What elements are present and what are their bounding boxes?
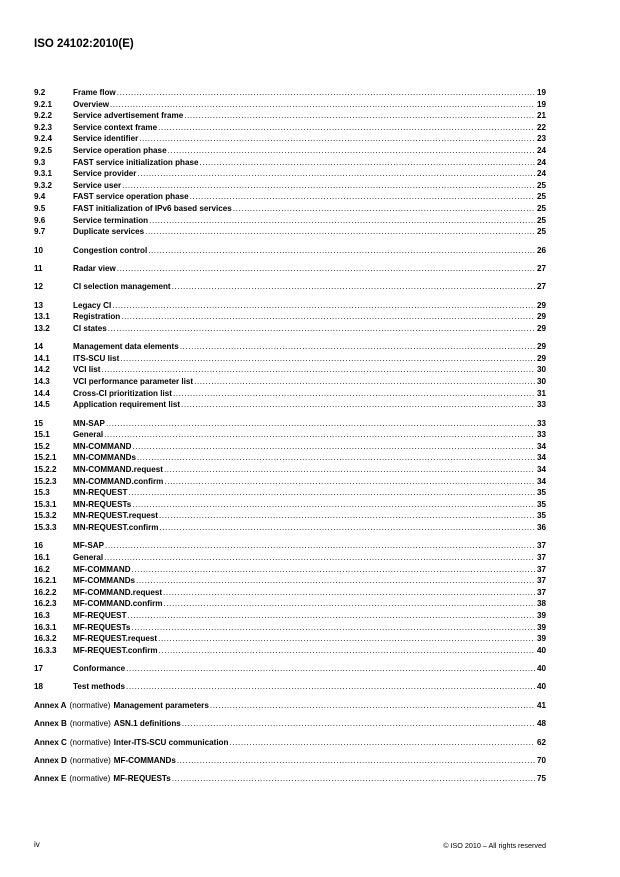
toc-entry-number: 16.2 [34, 564, 50, 574]
toc-entry-page: 25 [536, 215, 546, 225]
toc-entry-page: 25 [536, 180, 546, 190]
toc-leader-dots [105, 540, 535, 552]
toc-entry-number: 14 [34, 342, 44, 352]
copyright-notice: © ISO 2010 – All rights reserved [443, 841, 546, 850]
toc-entry-title: Legacy CI [73, 300, 112, 310]
toc-entry[interactable] [34, 133, 546, 145]
toc-entry-number: 16.3.3 [34, 645, 57, 655]
toc-entry-title: General [73, 552, 104, 562]
toc-entry-page: 35 [536, 499, 546, 509]
toc-entry-page: 40 [536, 664, 546, 674]
toc-entry-title: MN-COMMAND.confirm [73, 476, 164, 486]
toc-entry-title: CI states [73, 323, 107, 333]
toc-entry-page: 34 [536, 441, 546, 451]
toc-leader-dots [149, 215, 535, 227]
toc-entry-title: Cross-CI prioritization list [73, 388, 172, 398]
toc-entry-number: 14.3 [34, 377, 50, 387]
annex-label: Annex B [34, 719, 67, 729]
annex-title: Management parameters [113, 700, 209, 710]
toc-entry-page: 29 [536, 342, 546, 352]
toc-leader-dots [158, 633, 535, 645]
toc-leader-dots [164, 476, 535, 488]
annex-label: Annex E [34, 774, 67, 784]
toc-leader-dots [182, 718, 535, 730]
toc-leader-dots [122, 180, 535, 192]
annex-title: MF-COMMANDs [113, 756, 176, 766]
toc-entry-number: 16.3 [34, 610, 50, 620]
toc-entry-page: 37 [536, 587, 546, 597]
toc-entry-title: Application requirement list [73, 400, 181, 410]
toc-leader-dots [159, 510, 535, 522]
toc-entry-number: 15.3.1 [34, 499, 57, 509]
toc-entry-number: 18 [34, 682, 44, 692]
toc-entry-number: 16 [34, 541, 44, 551]
toc-entry-page: 35 [536, 488, 546, 498]
toc-entry[interactable] [34, 418, 546, 430]
toc-entry-page: 19 [536, 99, 546, 109]
toc-entry-number: 12 [34, 282, 44, 292]
toc-entry[interactable] [34, 191, 546, 203]
annex-title: Inter-ITS-SCU communication [113, 737, 229, 747]
toc-entry-title: MN-REQUEST.confirm [73, 522, 159, 532]
toc-entry[interactable] [34, 376, 546, 388]
annex-type: (normative) [69, 737, 111, 747]
toc-leader-dots [163, 587, 535, 599]
toc-entry-page: 25 [536, 227, 546, 237]
toc-entry-title: Management data elements [73, 342, 179, 352]
toc-leader-dots [106, 418, 535, 430]
toc-entry-number: 9.3 [34, 157, 46, 167]
toc-entry-title: MF-COMMAND.request [73, 587, 163, 597]
toc-leader-dots [180, 341, 535, 353]
toc-entry[interactable] [34, 364, 546, 376]
toc-entry[interactable] [34, 226, 546, 238]
toc-entry-title: MF-COMMAND [73, 564, 131, 574]
toc-leader-dots [112, 300, 535, 312]
toc-entry[interactable] [34, 168, 546, 180]
toc-entry-page: 36 [536, 522, 546, 532]
toc-entry-page: 37 [536, 564, 546, 574]
toc-leader-dots [137, 452, 535, 464]
toc-entry-title: VCI performance parameter list [73, 377, 194, 387]
toc-entry[interactable] [34, 522, 546, 534]
toc-entry[interactable] [34, 452, 546, 464]
toc-entry-number: 9.2.3 [34, 122, 53, 132]
toc-entry-number: 16.1 [34, 552, 50, 562]
toc-leader-dots [121, 311, 535, 323]
table-of-contents [34, 87, 546, 785]
toc-annex-entry[interactable] [34, 755, 546, 767]
toc-entry-title: MF-REQUEST.confirm [73, 645, 158, 655]
toc-entry[interactable] [34, 245, 546, 257]
toc-entry-number: 14.1 [34, 353, 50, 363]
toc-entry-page: 29 [536, 312, 546, 322]
toc-entry[interactable] [34, 203, 546, 215]
toc-entry-page: 25 [536, 192, 546, 202]
toc-entry-title: Service operation phase [73, 145, 167, 155]
toc-entry[interactable] [34, 681, 546, 693]
toc-entry-title: MN-COMMAND [73, 441, 132, 451]
toc-entry-number: 14.2 [34, 365, 50, 375]
toc-entry[interactable] [34, 663, 546, 675]
toc-leader-dots [145, 226, 535, 238]
annex-page: 70 [536, 756, 546, 766]
toc-annex-entry[interactable] [34, 700, 546, 712]
toc-entry[interactable] [34, 99, 546, 111]
toc-entry[interactable] [34, 353, 546, 365]
toc-entry-title: Registration [73, 312, 121, 322]
toc-entry-page: 39 [536, 610, 546, 620]
toc-entry-page: 37 [536, 576, 546, 586]
toc-entry-number: 9.2.2 [34, 111, 53, 121]
annex-type: (normative) [69, 700, 111, 710]
toc-entry-page: 30 [536, 377, 546, 387]
toc-entry-title: MF-REQUEST.request [73, 634, 158, 644]
toc-entry-number: 13.2 [34, 323, 50, 333]
toc-entry[interactable] [34, 122, 546, 134]
toc-entry-title: Service context frame [73, 122, 158, 132]
toc-leader-dots [128, 487, 535, 499]
toc-entry-page: 39 [536, 634, 546, 644]
toc-leader-dots [159, 645, 535, 657]
toc-entry-number: 9.2.5 [34, 145, 53, 155]
toc-entry[interactable] [34, 87, 546, 99]
toc-entry-page: 24 [536, 145, 546, 155]
toc-entry[interactable] [34, 311, 546, 323]
toc-entry-page: 39 [536, 622, 546, 632]
toc-entry[interactable] [34, 388, 546, 400]
toc-entry-title: MF-REQUEST [73, 610, 127, 620]
annex-label: Annex C [34, 737, 67, 747]
toc-entry-page: 24 [536, 169, 546, 179]
toc-leader-dots [104, 552, 535, 564]
toc-entry[interactable] [34, 323, 546, 335]
toc-entry[interactable] [34, 110, 546, 122]
toc-entry-page: 19 [536, 88, 546, 97]
toc-leader-dots [200, 157, 536, 169]
toc-leader-dots [158, 122, 535, 134]
toc-entry-title: Service user [73, 180, 122, 190]
toc-leader-dots [110, 99, 535, 111]
toc-entry-number: 9.3.1 [34, 169, 53, 179]
toc-leader-dots [148, 245, 535, 257]
toc-entry[interactable] [34, 645, 546, 657]
toc-entry-title: Congestion control [73, 245, 148, 255]
toc-entry-number: 11 [34, 263, 43, 273]
toc-entry-page: 21 [536, 111, 546, 121]
toc-leader-dots [126, 663, 535, 675]
toc-entry-page: 30 [536, 365, 546, 375]
toc-entry-title: MN-REQUESTs [73, 499, 132, 509]
toc-leader-dots [190, 191, 535, 203]
toc-entry-title: VCI list [73, 365, 101, 375]
toc-leader-dots [163, 598, 535, 610]
toc-leader-dots [229, 737, 535, 749]
toc-entry-title: MF-SAP [73, 541, 105, 551]
toc-entry-number: 16.3.2 [34, 634, 57, 644]
toc-entry-number: 16.2.3 [34, 599, 57, 609]
toc-entry-title: MF-COMMAND.confirm [73, 599, 163, 609]
toc-entry[interactable] [34, 429, 546, 441]
toc-entry-number: 9.6 [34, 215, 46, 225]
toc-entry-page: 33 [536, 430, 546, 440]
toc-leader-dots [136, 575, 535, 587]
toc-entry-title: Service provider [73, 169, 137, 179]
toc-entry-number: 9.7 [34, 227, 46, 237]
toc-entry[interactable] [34, 263, 546, 275]
toc-entry-number: 9.2 [34, 88, 46, 97]
toc-entry-number: 9.4 [34, 192, 46, 202]
toc-entry-page: 37 [536, 552, 546, 562]
toc-entry-page: 35 [536, 511, 546, 521]
toc-leader-dots [177, 755, 535, 767]
annex-title: MF-REQUESTs [113, 774, 171, 784]
toc-entry-page: 27 [536, 282, 546, 292]
annex-page: 48 [536, 719, 546, 729]
toc-entry-title: Duplicate services [73, 227, 145, 237]
annex-page: 41 [536, 700, 546, 710]
toc-entry-title: Conformance [73, 664, 126, 674]
toc-entry-page: 34 [536, 476, 546, 486]
toc-entry[interactable] [34, 552, 546, 564]
toc-entry[interactable] [34, 464, 546, 476]
toc-entry[interactable] [34, 587, 546, 599]
annex-title: ASN.1 definitions [113, 719, 181, 729]
toc-entry-number: 14.4 [34, 388, 50, 398]
toc-entry-title: FAST service initialization phase [73, 157, 199, 167]
toc-leader-dots [139, 133, 535, 145]
toc-leader-dots [117, 87, 535, 99]
toc-annex-entry[interactable] [34, 718, 546, 730]
annex-type: (normative) [69, 774, 111, 784]
annex-type: (normative) [69, 756, 111, 766]
toc-entry[interactable] [34, 341, 546, 353]
toc-entry[interactable] [34, 487, 546, 499]
toc-entry[interactable] [34, 441, 546, 453]
toc-leader-dots [104, 429, 535, 441]
toc-entry-page: 33 [536, 418, 546, 428]
toc-leader-dots [172, 773, 535, 785]
toc-entry-number: 15.2.3 [34, 476, 57, 486]
toc-entry[interactable] [34, 215, 546, 227]
toc-entry-page: 34 [536, 453, 546, 463]
toc-entry-title: FAST service operation phase [73, 192, 189, 202]
toc-entry[interactable] [34, 281, 546, 293]
toc-entry-number: 16.2.1 [34, 576, 57, 586]
toc-entry-page: 34 [536, 465, 546, 474]
annex-label: Annex A [34, 700, 67, 710]
toc-entry-page: 29 [536, 300, 546, 310]
toc-entry[interactable] [34, 145, 546, 157]
toc-entry-number: 16.3.1 [34, 622, 57, 632]
toc-entry-title: MN-REQUEST [73, 488, 128, 498]
toc-entry-number: 9.3.2 [34, 180, 53, 190]
toc-leader-dots [120, 353, 535, 365]
toc-entry-number: 9.5 [34, 203, 46, 213]
toc-entry[interactable] [34, 622, 546, 634]
toc-entry[interactable] [34, 399, 546, 411]
toc-entry-page: 31 [536, 388, 546, 398]
toc-entry-page: 27 [536, 263, 546, 273]
toc-leader-dots [168, 145, 535, 157]
toc-entry-title: MN-COMMANDs [73, 453, 136, 463]
toc-leader-dots [210, 700, 535, 712]
toc-entry-number: 10 [34, 245, 44, 255]
toc-annex-entry[interactable] [34, 773, 546, 785]
annex-page: 62 [536, 737, 546, 747]
toc-entry-page: 37 [536, 541, 546, 551]
toc-leader-dots [164, 464, 535, 476]
toc-leader-dots [126, 681, 535, 693]
toc-entry-page: 33 [536, 400, 546, 410]
toc-leader-dots [132, 441, 535, 453]
toc-entry-page: 22 [536, 122, 546, 132]
toc-leader-dots [184, 110, 535, 122]
toc-entry-title: Overview [73, 99, 109, 109]
toc-entry[interactable] [34, 157, 546, 169]
toc-entry-title: MF-COMMANDs [73, 576, 136, 586]
toc-entry-number: 15.2.1 [34, 453, 57, 463]
toc-entry-title: Service identifier [73, 134, 139, 144]
toc-leader-dots [131, 622, 535, 634]
toc-entry-title: Frame flow [73, 88, 116, 97]
page-number: iv [34, 840, 40, 849]
toc-entry-page: 25 [536, 203, 546, 213]
toc-entry-number: 13.1 [34, 312, 50, 322]
toc-annex-entry[interactable] [34, 737, 546, 749]
toc-entry[interactable] [34, 300, 546, 312]
toc-entry[interactable] [34, 180, 546, 192]
toc-entry-page: 23 [536, 134, 546, 144]
toc-entry-title: General [73, 430, 104, 440]
toc-entry-number: 15.3.2 [34, 511, 57, 521]
toc-leader-dots [117, 263, 535, 275]
toc-entry-number: 15.2.2 [34, 465, 57, 474]
toc-leader-dots [172, 281, 535, 293]
toc-entry-number: 14.5 [34, 400, 50, 410]
toc-leader-dots [181, 399, 535, 411]
toc-entry-number: 15.3 [34, 488, 50, 498]
toc-entry-title: Service termination [73, 215, 149, 225]
toc-entry-page: 26 [536, 245, 546, 255]
toc-entry[interactable] [34, 610, 546, 622]
toc-leader-dots [101, 364, 535, 376]
toc-entry-number: 15.1 [34, 430, 50, 440]
toc-entry[interactable] [34, 564, 546, 576]
toc-entry-number: 15.3.3 [34, 522, 57, 532]
toc-entry-number: 9.2.1 [34, 99, 53, 109]
toc-entry-title: MN-SAP [73, 418, 105, 428]
toc-entry[interactable] [34, 499, 546, 511]
toc-entry-title: CI selection management [73, 282, 171, 292]
toc-entry-title: Radar view [73, 263, 116, 273]
toc-leader-dots [173, 388, 535, 400]
toc-leader-dots [132, 564, 535, 576]
toc-entry-number: 9.2.4 [34, 134, 53, 144]
toc-leader-dots [233, 203, 535, 215]
toc-entry-title: ITS-SCU list [73, 353, 120, 363]
toc-entry-title: MN-REQUEST.request [73, 511, 158, 521]
toc-entry-page: 40 [536, 682, 546, 692]
toc-entry[interactable] [34, 510, 546, 522]
toc-entry-page: 40 [536, 645, 546, 655]
toc-entry-number: 13 [34, 300, 44, 310]
annex-label: Annex D [34, 756, 67, 766]
toc-leader-dots [108, 323, 535, 335]
toc-entry[interactable] [34, 540, 546, 552]
toc-entry-number: 17 [34, 664, 44, 674]
toc-entry-number: 16.2.2 [34, 587, 57, 597]
toc-leader-dots [137, 168, 535, 180]
toc-entry-page: 29 [536, 353, 546, 363]
toc-entry-page: 29 [536, 323, 546, 333]
toc-leader-dots [194, 376, 535, 388]
annex-page: 75 [536, 774, 546, 784]
toc-leader-dots [132, 499, 535, 511]
toc-entry-page: 24 [536, 157, 546, 167]
toc-entry-number: 15 [34, 418, 44, 428]
toc-entry-number: 15.2 [34, 441, 50, 451]
toc-entry[interactable] [34, 598, 546, 610]
toc-entry[interactable] [34, 633, 546, 645]
toc-entry-title: MN-COMMAND.request [73, 465, 163, 474]
toc-leader-dots [128, 610, 535, 622]
toc-entry[interactable] [34, 476, 546, 488]
document-header: ISO 24102:2010(E) [34, 38, 134, 50]
toc-entry-title: FAST initialization of IPv6 based services [73, 203, 232, 213]
annex-type: (normative) [69, 719, 111, 729]
toc-leader-dots [159, 522, 535, 534]
toc-entry[interactable] [34, 575, 546, 587]
toc-entry-page: 38 [536, 599, 546, 609]
toc-entry-title: Service advertisement frame [73, 111, 184, 121]
toc-entry-title: Test methods [73, 682, 126, 692]
toc-entry-title: MF-REQUESTs [73, 622, 131, 632]
